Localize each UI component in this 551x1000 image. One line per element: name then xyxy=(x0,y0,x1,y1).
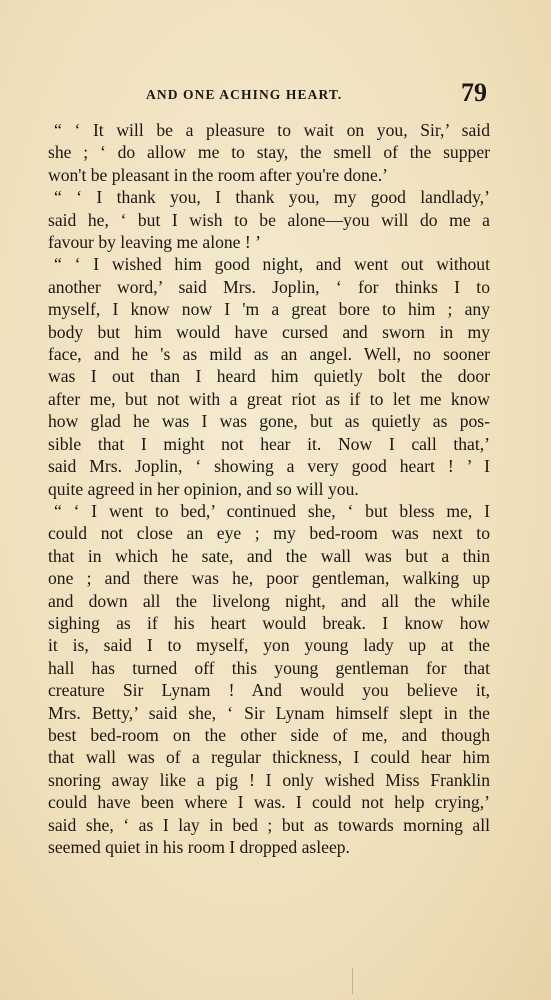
text-line: that in which he sate, and the wall was but a thin xyxy=(48,545,490,566)
text-line: body but him would have cursed and sworn in my xyxy=(48,321,490,342)
text-line: seemed quiet in his room I dropped asleep. xyxy=(48,837,350,857)
text-line: sible that I might not hear it. Now I call that,’ xyxy=(48,433,490,454)
text-line: “ ‘ I wished him good night, and went out without xyxy=(54,254,490,275)
text-line: Mrs. Betty,’ said she, ‘ Sir Lynam himself slept in the xyxy=(48,702,490,723)
text-line: after me, but not with a great riot as if to let me know xyxy=(48,388,490,409)
page-number: 79 xyxy=(461,78,487,107)
text-line: quite agreed in her opinion, and so will you. xyxy=(48,478,359,499)
text-line: “ ‘ I went to bed,’ continued she, ‘ but bless me, I xyxy=(54,500,490,521)
text-line: won't be pleasant in the room after you're done.’ xyxy=(48,164,389,185)
text-line: that wall was of a regular thickness, I could hear him xyxy=(48,747,490,768)
text-line: how glad he was I was gone, but as quietly as pos- xyxy=(48,411,490,432)
text-line: creature Sir Lynam ! And would you believe it, xyxy=(48,680,490,701)
text-line: said she, ‘ as I lay in bed ; but as towards morning all xyxy=(48,814,490,835)
text-line: face, and he 's as mild as an angel. Well, no sooner xyxy=(48,344,490,365)
text-line: favour by leaving me alone ! ’ xyxy=(48,232,261,253)
text-line: and down all the livelong night, and all the while xyxy=(48,590,490,611)
text-line: could not close an eye ; my bed-room was next to xyxy=(48,523,490,544)
text-line: best bed-room on the other side of me, and though xyxy=(48,724,490,745)
text-line: another word,’ said Mrs. Joplin, ‘ for thinks I to xyxy=(48,276,490,297)
text-line: could have been where I was. I could not help crying,’ xyxy=(48,792,490,813)
text-line: one ; and there was he, poor gentleman, walking up xyxy=(48,568,490,589)
text-line: “ ‘ It will be a pleasure to wait on you, Sir,’ said xyxy=(54,120,490,140)
text-line: myself, I know now I 'm a great bore to him ; any xyxy=(48,299,490,320)
text-line: said Mrs. Joplin, ‘ showing a very good heart ! ’ I xyxy=(48,456,490,477)
text-line: she ; ‘ do allow me to stay, the smell of the supper xyxy=(48,142,490,163)
page-crease-mark xyxy=(352,968,359,994)
text-line: sighing as if his heart would break. I know how xyxy=(48,612,490,633)
running-head xyxy=(0,78,551,108)
text-line: “ ‘ I thank you, I thank you, my good landlady,’ xyxy=(54,187,490,208)
text-line: said he, ‘ but I wish to be alone—you will do me a xyxy=(48,209,490,230)
body-text xyxy=(48,119,490,858)
text-line: hall has turned off this young gentleman for that xyxy=(48,657,490,678)
text-line: snoring away like a pig ! I only wished Miss Franklin xyxy=(48,769,490,790)
text-line: it is, said I to myself, yon young lady up at the xyxy=(48,635,490,656)
running-title: AND ONE ACHING HEART. xyxy=(146,87,343,102)
text-line: was I out than I heard him quietly bolt the door xyxy=(48,366,490,387)
